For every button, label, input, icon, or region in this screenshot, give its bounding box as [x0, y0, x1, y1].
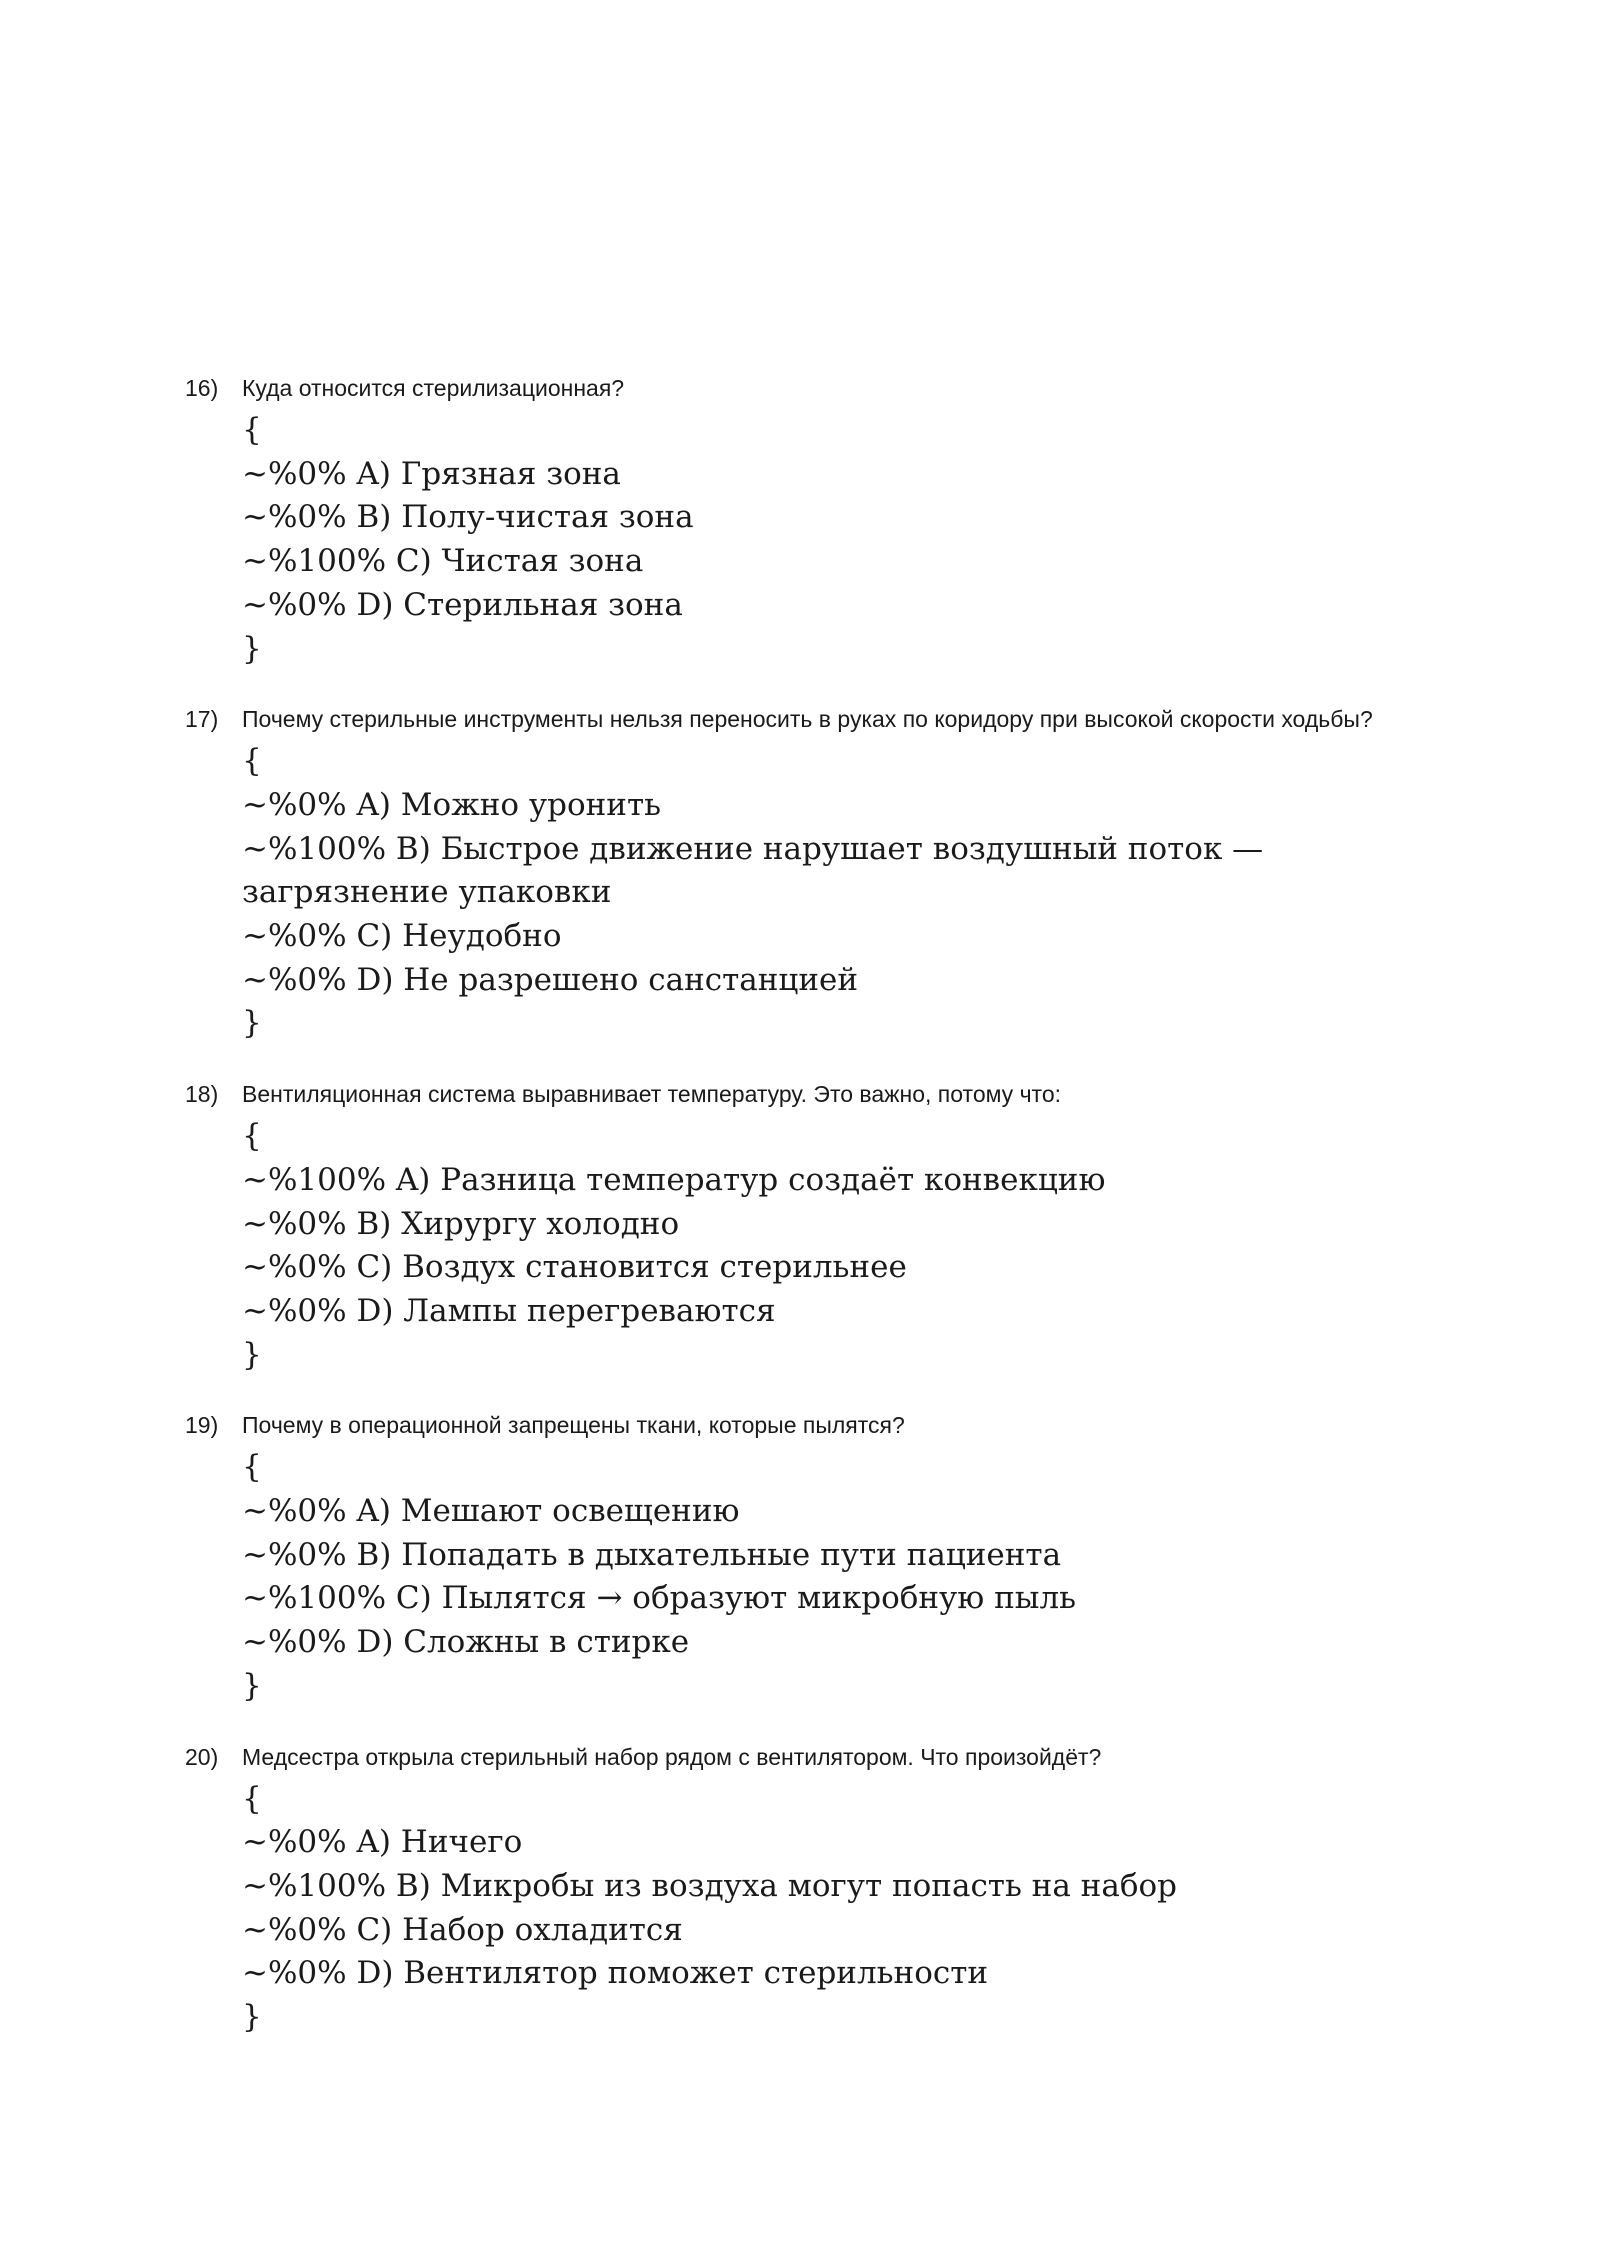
question-number: 16): [185, 375, 219, 401]
answer-option: ~%0% C) Неудобно: [242, 918, 562, 955]
question-header: [185, 1409, 1385, 1442]
answer-block: [242, 1115, 1302, 1377]
question-text: Почему в операционной запрещены ткани, которые пылятся?: [242, 1412, 905, 1439]
question-number: 18): [185, 1081, 219, 1108]
answer-option: ~%0% D) Сложны в стирке: [242, 1624, 690, 1661]
question-number: 20): [185, 1743, 219, 1770]
close-brace: }: [242, 1999, 262, 2036]
answer-option: ~%0% D) Не разрешено санстанцией: [242, 961, 859, 998]
open-brace: {: [242, 1780, 262, 1817]
open-brace: {: [242, 412, 262, 448]
question-header: [185, 703, 1385, 736]
question-list: [185, 372, 1385, 2040]
question-text: Почему стерильные инструменты нельзя переносить в руках по коридору при высокой скорости ходьбы?: [242, 706, 1373, 733]
question-16: [185, 372, 1385, 671]
answer-option: ~%0% A) Ничего: [242, 1824, 523, 1861]
answer-block: [242, 740, 1302, 1046]
question-text: Куда относится стерилизационная?: [242, 375, 625, 401]
answer-block: [242, 1778, 1302, 2040]
answer-option: ~%100% B) Быстрое движение нарушает воздушный поток — загрязнение упаковки: [242, 830, 1264, 911]
question-text: Медсестра открыла стерильный набор рядом с вентилятором. Что произойдёт?: [242, 1743, 1102, 1770]
question-number: 17): [185, 706, 219, 733]
open-brace: {: [242, 1118, 262, 1155]
close-brace: }: [242, 1005, 262, 1042]
answer-option: ~%0% B) Хирургу холодно: [242, 1205, 680, 1242]
open-brace: {: [242, 1449, 262, 1486]
answer-option: ~%100% A) Разница температур создаёт конвекцию: [242, 1161, 1106, 1198]
answer-option: ~%0% D) Лампы перегреваются: [242, 1292, 776, 1329]
answer-option: ~%0% A) Мешают освещению: [242, 1493, 740, 1530]
question-header: [185, 372, 1385, 405]
question-20: [185, 1741, 1385, 2040]
question-18: [185, 1078, 1385, 1377]
question-19: [185, 1409, 1385, 1708]
question-number: 19): [185, 1412, 219, 1439]
answer-option: ~%0% B) Попадать в дыхательные пути пациента: [242, 1536, 1062, 1573]
open-brace: {: [242, 743, 262, 780]
question-header: [185, 1078, 1385, 1111]
answer-option: ~%100% C) Пылятся → образуют микробную пыль: [242, 1580, 1077, 1617]
answer-option: ~%0% A) Можно уронить: [242, 786, 661, 823]
answer-option: ~%100% B) Микробы из воздуха могут попасть на набор: [242, 1867, 1177, 1904]
question-header: [185, 1741, 1385, 1774]
close-brace: }: [242, 1336, 262, 1373]
answer-option: ~%0% C) Воздух становится стерильнее: [242, 1249, 907, 1286]
question-17: [185, 703, 1385, 1046]
answer-option: ~%0% D) Стерильная зона: [242, 586, 683, 623]
close-brace: }: [242, 630, 262, 667]
question-text: Вентиляционная система выравнивает температуру. Это важно, потому что:: [242, 1081, 1062, 1108]
answer-option: ~%0% A) Грязная зона: [242, 455, 621, 492]
close-brace: }: [242, 1667, 262, 1704]
answer-block: [242, 1446, 1302, 1708]
answer-option: ~%0% B) Полу-чистая зона: [242, 499, 694, 536]
answer-option: ~%0% C) Набор охладится: [242, 1911, 683, 1948]
answer-option: ~%100% C) Чистая зона: [242, 543, 644, 580]
answer-option: ~%0% D) Вентилятор поможет стерильности: [242, 1955, 989, 1992]
answer-block: [242, 409, 1302, 671]
